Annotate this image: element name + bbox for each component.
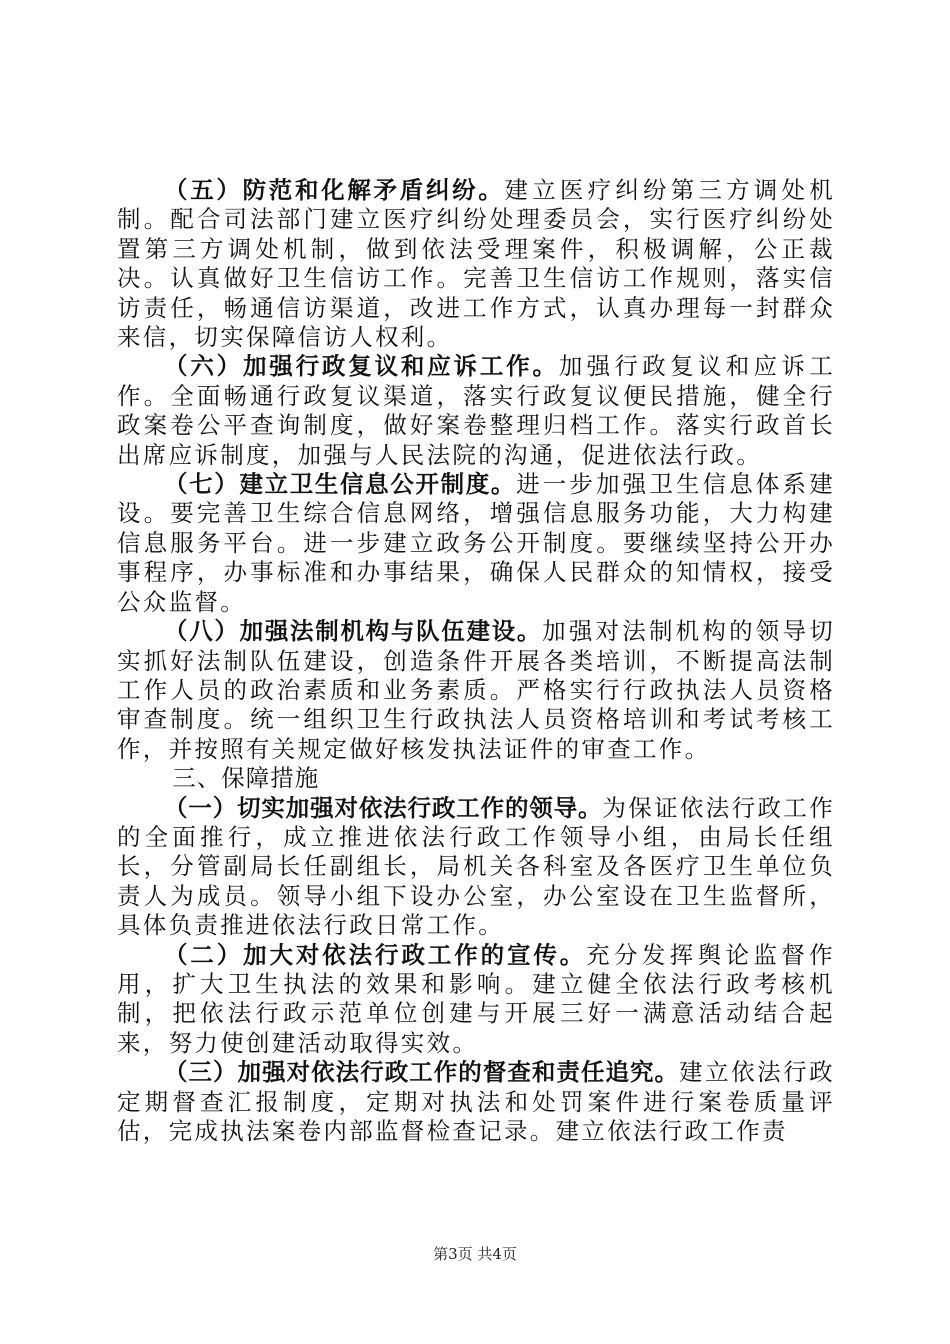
paragraph-5 bbox=[117, 176, 835, 352]
page-number-footer: 第3页 共4页 bbox=[433, 1245, 517, 1263]
paragraph-6-title: （六）加强行政复议和应诉工作。 bbox=[164, 352, 559, 381]
paragraph-6 bbox=[117, 352, 835, 470]
paragraph-7-title: （七）建立卫生信息公开制度。 bbox=[164, 470, 517, 499]
paragraph-8-body: 加强对法制机构的领导切实抓好法制队伍建设，创造条件开展各类培训，不断提高法制工作人员的政治素质和业务素质。严格实行行政执法人员资格审查制度。统一组织卫生行政执法人员资格培训和考试考核工作，并按照有关规定做好核发执法证件的审查工作。 bbox=[117, 617, 835, 763]
measure-2-title: （二）加大对依法行政工作的宣传。 bbox=[164, 940, 587, 969]
measure-3-body: 建立依法行政定期督查汇报制度，定期对执法和处罚案件进行案卷质量评估，完成执法案卷内部监督检查记录。建立依法行政工作责 bbox=[117, 1058, 835, 1145]
measure-1-title: （一）切实加强对依法行政工作的领导。 bbox=[164, 793, 603, 822]
measure-paragraph-2 bbox=[117, 941, 835, 1059]
paragraph-7 bbox=[117, 470, 835, 617]
paragraph-8-title: （八）加强法制机构与队伍建设。 bbox=[164, 617, 543, 646]
section-heading: 三、保障措施 bbox=[172, 764, 320, 793]
paragraph-5-title: （五）防范和化解矛盾纠纷。 bbox=[164, 176, 505, 204]
paragraph-8 bbox=[117, 617, 835, 764]
paragraph-6-body: 加强行政复议和应诉工作。全面畅通行政复议渠道，落实行政复议便民措施，健全行政案卷公平查询制度，做好案卷整理归档工作。落实行政首长出席应诉制度，加强与人民法院的沟通，促进依法行政。 bbox=[117, 352, 835, 469]
measure-paragraph-3 bbox=[117, 1058, 835, 1146]
document-body bbox=[117, 176, 835, 1146]
paragraph-7-body: 进一步加强卫生信息体系建设。要完善卫生综合信息网络，增强信息服务功能，大力构建信息服务平台。进一步建立政务公开制度。要继续坚持公开办事程序，办事标准和办事结果，确保人民群众的知情权，接受公众监督。 bbox=[117, 470, 836, 616]
paragraph-5-body: 建立医疗纠纷第三方调处机制。配合司法部门建立医疗纠纷处理委员会，实行医疗纠纷处置第三方调处机制，做到依法受理案件，积极调解，公正裁决。认真做好卫生信访工作。完善卫生信访工作规则，落实信访责任，畅通信访渠道，改进工作方式，认真办理每一封群众来信，切实保障信访人权利。 bbox=[117, 176, 835, 352]
measure-2-body: 充分发挥舆论监督作用，扩大卫生执法的效果和影响。建立健全依法行政考核机制，把依法行政示范单位创建与开展三好一满意活动结合起来，努力使创建活动取得实效。 bbox=[117, 940, 835, 1057]
measure-3-title: （三）加强对依法行政工作的督查和责任追究。 bbox=[164, 1058, 680, 1087]
measure-paragraph-1 bbox=[117, 794, 835, 941]
measure-1-body: 为保证依法行政工作的全面推行，成立推进依法行政工作领导小组，由局长任组长，分管副局长任副组长，局机关各科室及各医疗卫生单位负责人为成员。领导小组下设办公室，办公室设在卫生监督所，具体负责推进依法行政日常工作。 bbox=[117, 793, 836, 940]
